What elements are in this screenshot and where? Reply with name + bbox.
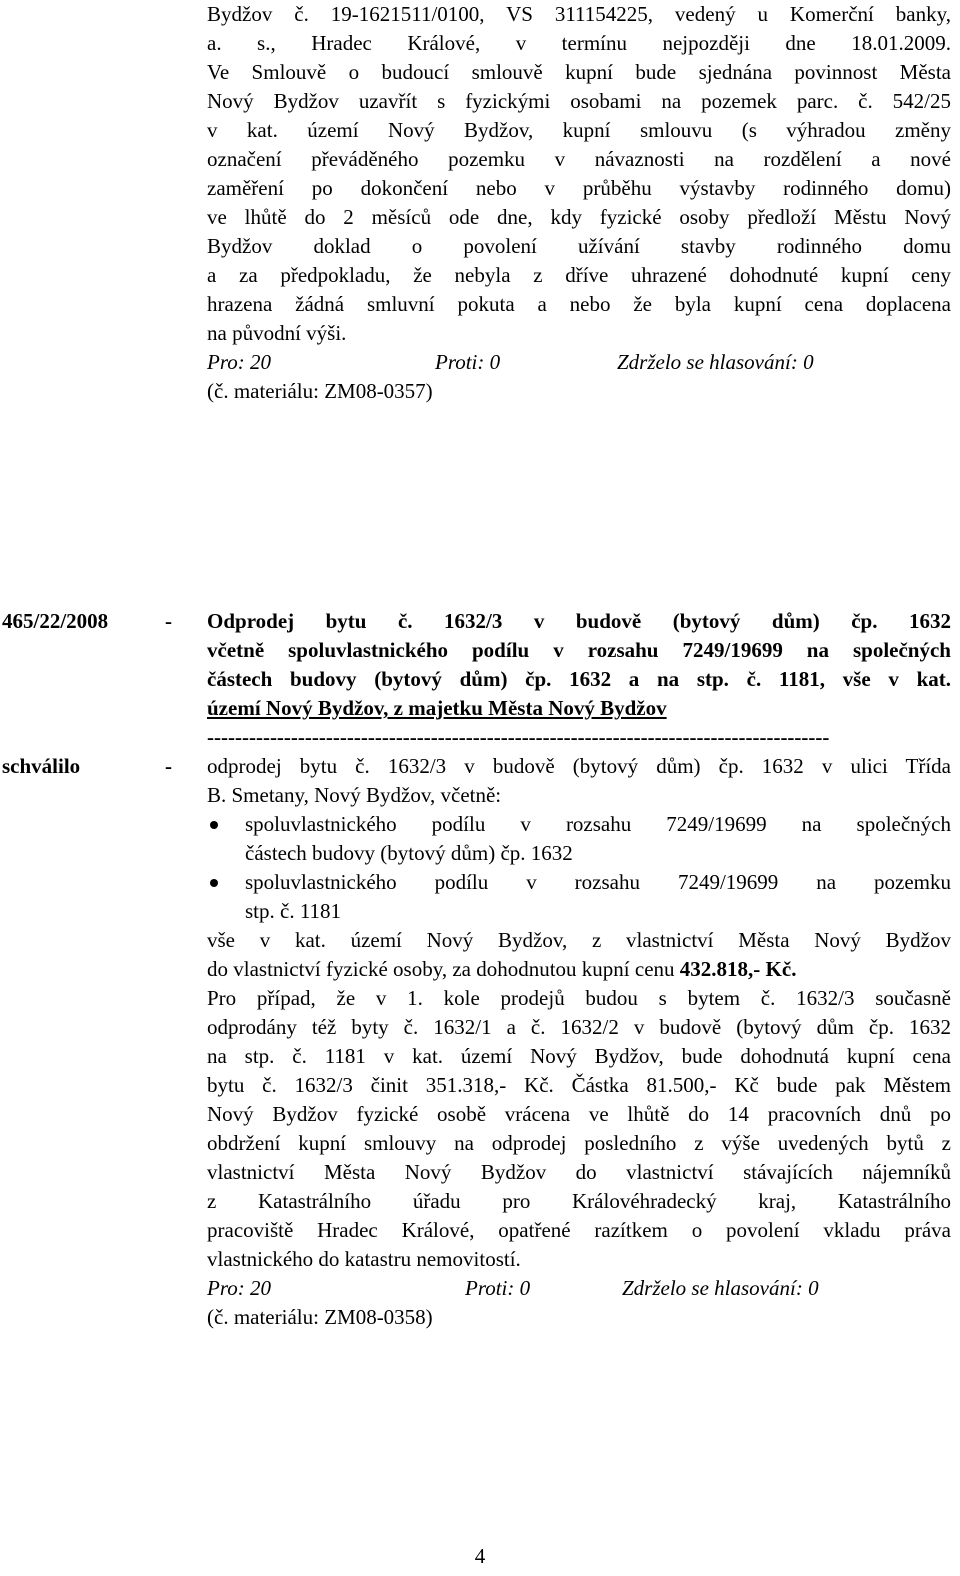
decision-intro [207,752,951,810]
list-item-line: spoluvlastnického podílu v rozsahu 7249/19699 na pozemku [245,870,951,894]
paragraph-line: Nový Bydžov fyzické osobě vrácena ve lhůtě do 14 pracovních dnů po [207,1102,951,1126]
paragraph-line: Nový Bydžov uzavřít s fyzickými osobami na pozemek parc. č. 542/25 [207,89,951,113]
paragraph-line: B. Smetany, Nový Bydžov, včetně: [207,783,502,807]
paragraph-line: zaměření po dokončení nebo v průběhu výstavby rodinného domu) [207,176,951,200]
list-item [207,868,951,926]
vote-zdrzelo: Zdrželo se hlasování: 0 [622,1276,819,1300]
resolution-dash: - [165,609,172,633]
resolution-number: 465/22/2008 [2,609,109,633]
title-line: částech budovy (bytový dům) čp. 1632 a na stp. č. 1181, vše v kat. [207,667,951,691]
paragraph-line: z Katastrálního úřadu pro Královéhradecký kraj, Katastrálního [207,1189,951,1213]
vote-pro: Pro: 20 [207,1276,271,1300]
paragraph-line: na stp. č. 1181 v kat. území Nový Bydžov, bude dohodnutá kupní cena [207,1044,951,1068]
resolution-title [207,607,951,752]
decision-after [207,926,951,955]
page-number: 4 [474,1544,486,1568]
paragraph-line: pracoviště Hradec Králové, opatřené razítkem o povolení vkladu práva [207,1218,951,1242]
top-paragraph [207,0,951,406]
paragraph-line: vše v kat. území Nový Bydžov, z vlastnictví Města Nový Bydžov [207,928,951,952]
resolution-title-lines [207,607,951,723]
paragraph-line: vlastnictví Města Nový Bydžov do vlastnictví stávajících nájemníků [207,1160,951,1184]
paragraph-line: bytu č. 1632/3 činit 351.318,- Kč. Částka 81.500,- Kč bude pak Městem [207,1073,951,1097]
paragraph-line: odprodej bytu č. 1632/3 v budově (bytový dům) čp. 1632 v ulici Třída [207,754,951,778]
paragraph-line: Ve Smlouvě o budoucí smlouvě kupní bude sjednána povinnost Města [207,60,951,84]
separator-line: ----------------------------------------------------------------------------------------- [207,725,830,749]
decision-label: schválilo [2,754,81,778]
bullet-icon [210,821,218,829]
paragraph-line: Bydžov č. 19-1621511/0100, VS 311154225, vedený u Komerční banky, [207,2,951,26]
list-item-line: spoluvlastnického podílu v rozsahu 7249/19699 na společných [245,812,951,836]
paragraph-line: Pro případ, že v 1. kole prodejů budou s bytem č. 1632/3 současně [207,986,951,1010]
paragraph-line: hrazena žádná smluvní pokuta a nebo že byla kupní cena doplacena [207,292,951,316]
paragraph-line: označení převáděného pozemku v návaznosti na rozdělení a nové [207,147,951,171]
paragraph-line: a. s., Hradec Králové, v termínu nejpozději dne 18.01.2009. [207,31,951,55]
paragraph-line: Bydžov doklad o povolení užívání stavby rodinného domu [207,234,951,258]
paragraph-line: ve lhůtě do 2 měsíců ode dne, kdy fyzické osoby předloží Městu Nový [207,205,951,229]
list-item [207,810,951,868]
paragraph-line: na původní výši. [207,321,347,345]
title-line: včetně spoluvlastnického podílu v rozsahu 7249/19699 na společných [207,638,951,662]
title-line: Odprodej bytu č. 1632/3 v budově (bytový dům) čp. 1632 [207,609,951,633]
vote-pro: Pro: 20 [207,350,271,374]
paragraph-line: obdržení kupní smlouvy na odprodej posledního z výše uvedených bytů z [207,1131,951,1155]
list-item-line: stp. č. 1181 [245,899,342,923]
paragraph-line: vlastnického do katastru nemovitostí. [207,1247,521,1271]
vote-zdrzelo: Zdrželo se hlasování: 0 [617,350,814,374]
title-line: území Nový Bydžov, z majetku Města Nový Bydžov [207,696,667,720]
price-value: 432.818,- Kč. [679,957,797,981]
list-item-line: částech budovy (bytový dům) čp. 1632 [245,841,573,865]
price-line [207,955,951,984]
top-vote-line [207,348,951,377]
price-prefix: do vlastnictví fyzické osoby, za dohodnutou kupní cenu [207,957,680,981]
vote-proti: Proti: 0 [435,350,501,374]
decision-conditions [207,984,951,1274]
paragraph-line: a za předpokladu, že nebyla z dříve uhrazené dohodnuté kupní ceny [207,263,951,287]
decision-vote-line [207,1274,951,1303]
bullet-list [207,810,951,926]
material-reference: (č. materiálu: ZM08-0358) [207,1305,433,1329]
material-reference: (č. materiálu: ZM08-0357) [207,379,433,403]
vote-proti: Proti: 0 [465,1276,531,1300]
bullet-icon [210,879,218,887]
decision-body [207,752,951,1332]
paragraph-line: v kat. území Nový Bydžov, kupní smlouvu (s výhradou změny [207,118,951,142]
decision-dash: - [165,754,172,778]
paragraph-line: odprodány též byty č. 1632/1 a č. 1632/2 v budově (bytový dům čp. 1632 [207,1015,951,1039]
top-paragraph-lines [207,0,951,348]
